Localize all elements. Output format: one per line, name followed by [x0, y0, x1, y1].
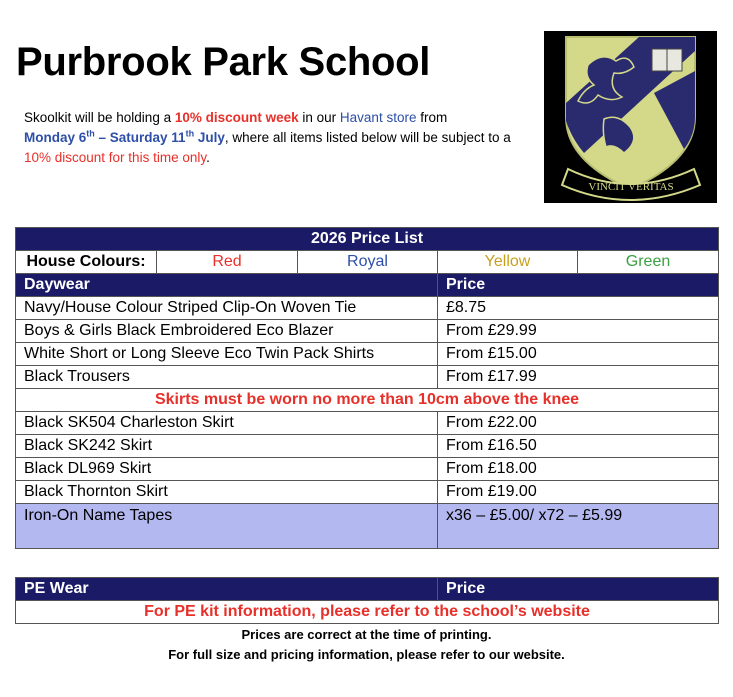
pe-header-row [16, 578, 719, 601]
item-name: Black Thornton Skirt [16, 481, 438, 504]
date-range: Monday 6th – Saturday 11th July [24, 128, 225, 145]
table-row [16, 458, 719, 481]
footer-note-printing: Prices are correct at the time of printing. [241, 627, 492, 642]
table-row [16, 412, 719, 435]
house-yellow: Yellow [438, 251, 578, 274]
name-tapes-row [16, 504, 719, 549]
item-name: Black SK242 Skirt [16, 435, 438, 458]
item-name: Boys & Girls Black Embroidered Eco Blazer [16, 320, 438, 343]
price-list-title: 2026 Price List [16, 228, 719, 251]
pe-price-label: Price [438, 578, 719, 601]
skirt-notice-row [16, 389, 719, 412]
discount-note: 10% discount for this time only [24, 150, 207, 165]
intro-text-part: . [206, 150, 210, 165]
house-royal: Royal [298, 251, 438, 274]
pe-notice: For PE kit information, please refer to the school’s website [16, 601, 719, 624]
table-row [16, 343, 719, 366]
table-row [16, 435, 719, 458]
intro-text-part: from [416, 110, 448, 125]
item-name: White Short or Long Sleeve Eco Twin Pack Shirts [16, 343, 438, 366]
item-price: From £18.00 [438, 458, 719, 481]
daywear-label: Daywear [16, 274, 438, 297]
item-price: From £17.99 [438, 366, 719, 389]
footer-note-website: For full size and pricing information, please refer to our website. [168, 647, 565, 662]
daywear-header-row [16, 274, 719, 297]
crest-motto: VINCIT VERITAS [588, 181, 674, 193]
store-name: Havant store [339, 110, 417, 125]
intro-text [24, 108, 534, 168]
house-green: Green [578, 251, 719, 274]
page-title: Purbrook Park School [16, 40, 431, 84]
pe-wear-table [15, 577, 719, 624]
item-name: Navy/House Colour Striped Clip-On Woven Tie [16, 297, 438, 320]
intro-text-part: , where all items listed below will be subject to a [224, 130, 511, 145]
item-price: From £29.99 [438, 320, 719, 343]
price-list-header-row [16, 228, 719, 251]
intro-text-part: Skoolkit will be holding a [24, 110, 175, 125]
school-crest-icon [544, 31, 717, 203]
item-name: Black Trousers [16, 366, 438, 389]
school-crest [544, 31, 717, 203]
discount-week-highlight: 10% discount week [174, 110, 299, 125]
item-price: From £22.00 [438, 412, 719, 435]
table-row [16, 297, 719, 320]
table-row [16, 320, 719, 343]
house-red: Red [157, 251, 298, 274]
table-row [16, 481, 719, 504]
price-list-table [15, 227, 719, 549]
item-name: Black SK504 Charleston Skirt [16, 412, 438, 435]
item-name: Black DL969 Skirt [16, 458, 438, 481]
table-row [16, 366, 719, 389]
item-price: From £15.00 [438, 343, 719, 366]
item-price: £8.75 [438, 297, 719, 320]
item-name: Iron-On Name Tapes [16, 504, 438, 549]
intro-text-part: in our [298, 110, 340, 125]
house-colours-label: House Colours: [16, 251, 157, 274]
item-price: x36 – £5.00/ x72 – £5.99 [438, 504, 719, 549]
pe-wear-label: PE Wear [16, 578, 438, 601]
skirt-notice: Skirts must be worn no more than 10cm above the knee [16, 389, 719, 412]
house-colours-row [16, 251, 719, 274]
item-price: From £16.50 [438, 435, 719, 458]
daywear-price-label: Price [438, 274, 719, 297]
pe-notice-row [16, 601, 719, 624]
item-price: From £19.00 [438, 481, 719, 504]
